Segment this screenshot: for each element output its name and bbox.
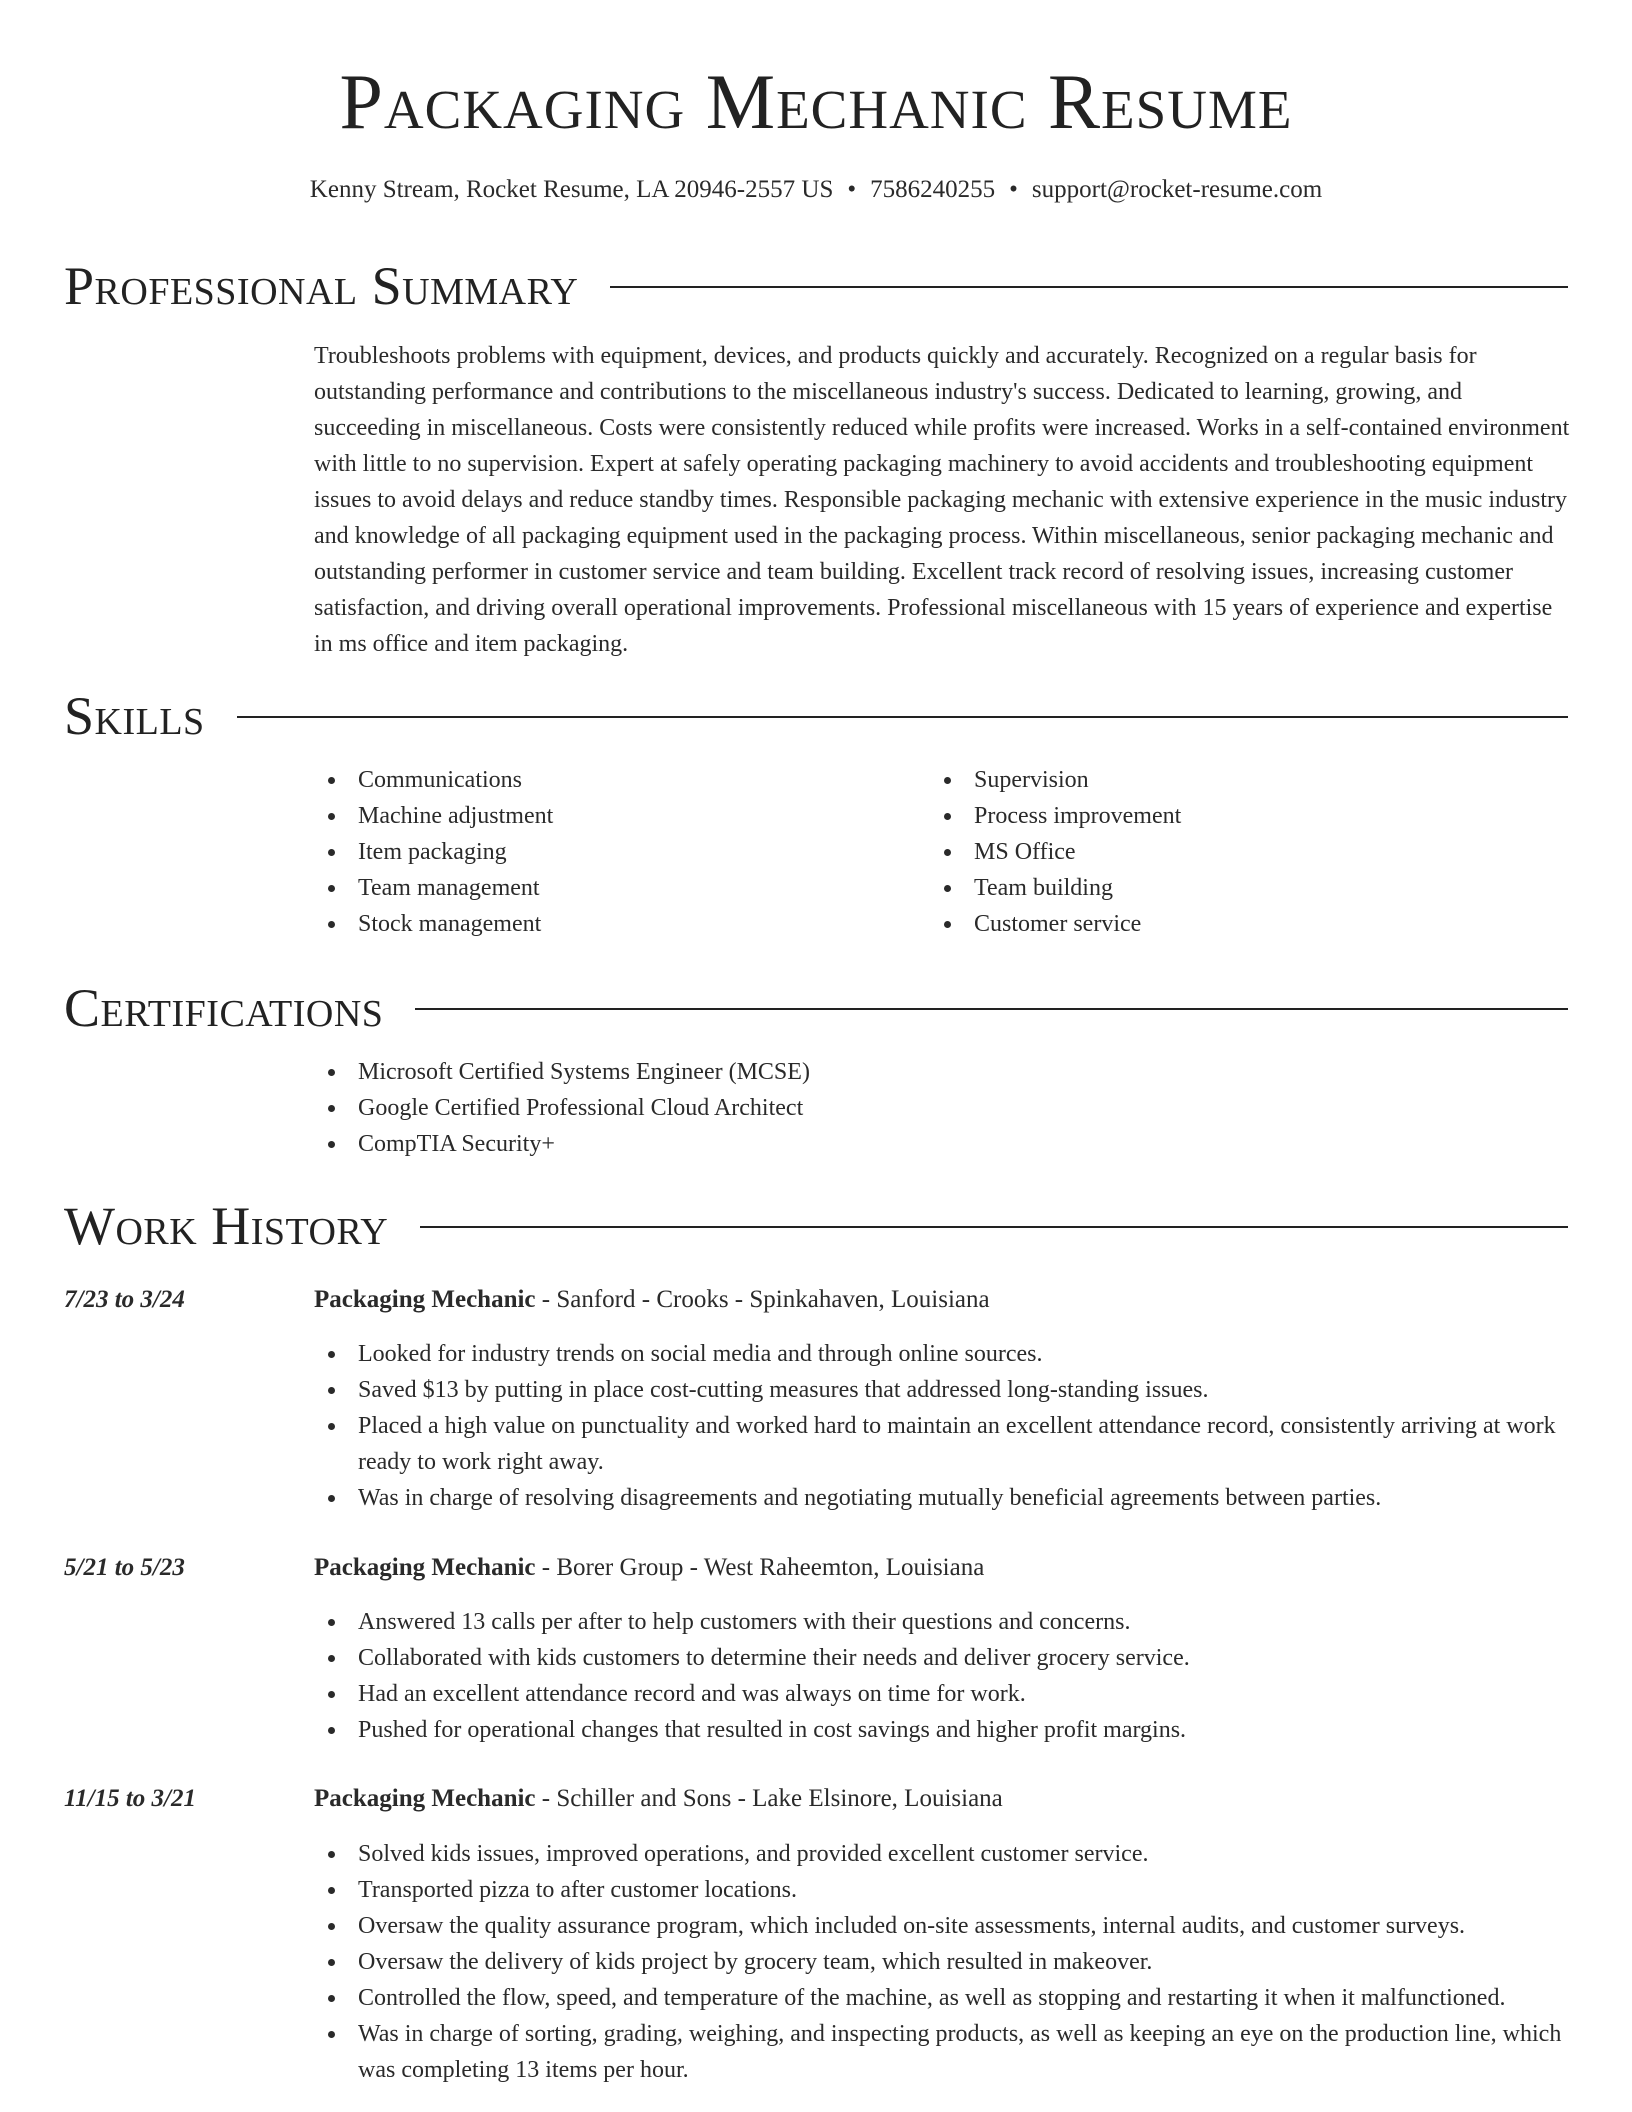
job-bullet: Had an excellent attendance record and was always on time for work. [314,1676,1570,1712]
job-dates: 11/15 to 3/21 [64,1785,196,1812]
contact-line [0,174,1632,206]
skill-item: Team management [314,870,914,906]
job-bullets [314,1604,1570,1748]
contact-email: support@rocket-resume.com [1031,176,1323,203]
skill-item: Customer service [930,906,1530,942]
job-bullet: Was in charge of resolving disagreements and negotiating mutually beneficial agreements between parties. [314,1480,1570,1516]
contact-separator: • [847,176,857,203]
job-bullet: Oversaw the quality assurance program, which included on-site assessments, internal audits, and customer surveys. [314,1908,1570,1944]
job-heading [314,1782,1003,1816]
job-title: Packaging Mechanic [314,1554,536,1581]
job-bullet: Solved kids issues, improved operations, and provided excellent customer service. [314,1836,1570,1872]
section-divider [237,716,1568,718]
job-company-location: - Borer Group - West Raheemton, Louisiana [535,1554,985,1581]
job-bullet: Controlled the flow, speed, and temperature of the machine, as well as stopping and restarting it when it malfunctioned. [314,1980,1570,2016]
job-bullet: Transported pizza to after customer locations. [314,1872,1570,1908]
contact-phone: 7586240255 [870,176,996,203]
skill-item: Machine adjustment [314,798,914,834]
skill-item: MS Office [930,834,1530,870]
section-divider [610,286,1568,288]
job-company-location: - Sanford - Crooks - Spinkahaven, Louisiana [535,1286,990,1313]
job-bullet: Looked for industry trends on social media and through online sources. [314,1336,1570,1372]
skill-item: Item packaging [314,834,914,870]
job-heading [314,1283,990,1317]
job-bullet: Saved $13 by putting in place cost-cutting measures that addressed long-standing issues. [314,1372,1570,1408]
job-title: Packaging Mechanic [314,1785,536,1812]
job-company-location: - Schiller and Sons - Lake Elsinore, Louisiana [535,1785,1003,1812]
section-heading: Skills [64,686,205,746]
section-work-header [64,1196,1568,1256]
skills-list-left [314,762,914,942]
section-skills-header [64,686,1568,746]
certification-item: Google Certified Professional Cloud Architect [314,1090,1570,1126]
section-heading: Work History [64,1196,389,1256]
job-bullet: Pushed for operational changes that resulted in cost savings and higher profit margins. [314,1712,1570,1748]
certifications-list [314,1054,1570,1162]
section-divider [420,1226,1568,1228]
certification-item: CompTIA Security+ [314,1126,1570,1162]
skill-item: Process improvement [930,798,1530,834]
job-dates: 5/21 to 5/23 [64,1554,185,1581]
section-heading: Professional Summary [64,256,579,316]
job-bullet: Oversaw the delivery of kids project by grocery team, which resulted in makeover. [314,1944,1570,1980]
job-bullet: Placed a high value on punctuality and worked hard to maintain an excellent attendance record, consistently arriving at work ready to work right away. [314,1408,1570,1480]
section-heading: Certifications [64,978,384,1038]
skill-item: Supervision [930,762,1530,798]
skill-item: Communications [314,762,914,798]
summary-text: Troubleshoots problems with equipment, devices, and products quickly and accurately. Recognized on a regular basis for outstanding performance and contributions to the miscellaneous industry's success. Dedicated to learning, growing, and succeeding in miscellaneous. Costs were consistently reduced while profits were increased. Works in a self-contained environment with little to no supervision. Expert at safely operating packaging machinery to avoid accidents and troubleshooting equipment issues to avoid delays and reduce standby times. Responsible packaging mechanic with extensive experience in the music industry and knowledge of all packaging equipment used in the packaging process. Within miscellaneous, senior packaging mechanic and outstanding performer in customer service and team building. Excellent track record of resolving issues, increasing customer satisfaction, and driving overall operational improvements. Professional miscellaneous with 15 years of experience and expertise in ms office and item packaging. [314,343,1570,657]
job-bullet: Answered 13 calls per after to help customers with their questions and concerns. [314,1604,1570,1640]
job-bullets [314,1336,1570,1516]
section-certifications-header [64,978,1568,1038]
job-heading [314,1551,984,1585]
certification-item: Microsoft Certified Systems Engineer (MCSE) [314,1054,1570,1090]
job-title: Packaging Mechanic [314,1286,536,1313]
contact-address: Kenny Stream, Rocket Resume, LA 20946-2557 US [309,176,834,203]
job-bullet: Was in charge of sorting, grading, weighing, and inspecting products, as well as keeping an eye on the production line, which was completing 13 items per hour. [314,2016,1570,2088]
job-bullets [314,1836,1570,2088]
resume-title: Packaging Mechanic Resume [339,58,1293,145]
job-dates: 7/23 to 3/24 [64,1286,185,1313]
skill-item: Team building [930,870,1530,906]
job-bullet: Collaborated with kids customers to determine their needs and deliver grocery service. [314,1640,1570,1676]
skill-item: Stock management [314,906,914,942]
contact-separator: • [1009,176,1018,203]
section-divider [415,1008,1568,1010]
section-summary-header [64,256,1568,316]
skills-list-right [930,762,1530,942]
